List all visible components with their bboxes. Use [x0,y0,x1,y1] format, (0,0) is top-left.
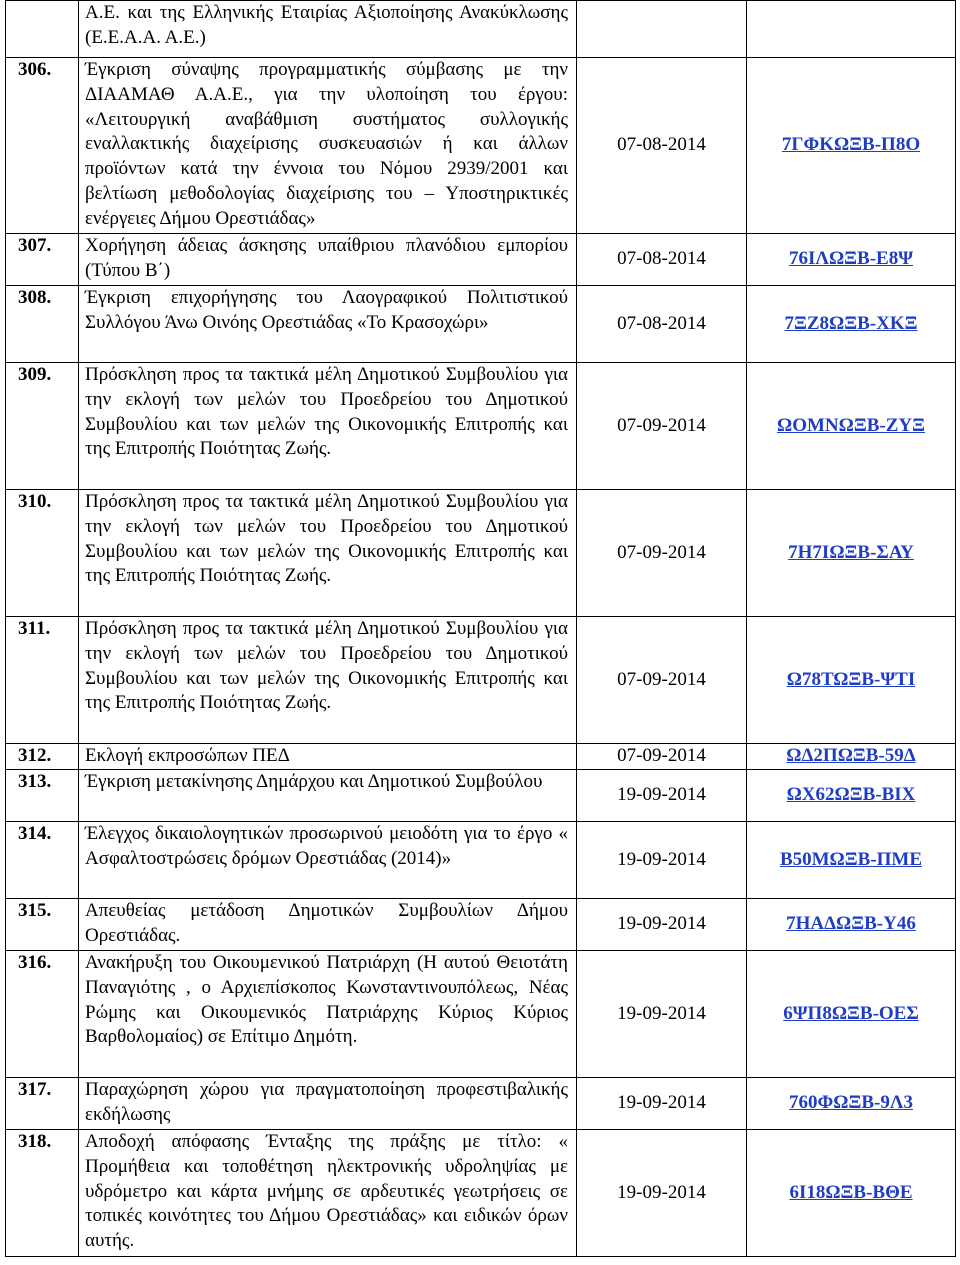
decision-ada-cell [747,234,956,286]
decision-date: 07-08-2014 [577,58,747,234]
decision-date: 19-09-2014 [577,1130,747,1257]
decision-number: 308. [6,286,79,363]
decision-number: 314. [6,822,79,899]
decision-ada-cell [747,822,956,899]
decision-ada-cell [747,490,956,617]
table-row [6,951,956,1078]
decision-subject: Α.Ε. και της Ελληνικής Εταιρίας Αξιοποίησης Ανακύκλωσης (Ε.Ε.Α.Α. Α.Ε.) [79,1,577,58]
decisions-table-body [6,1,956,1257]
table-row [6,234,956,286]
decision-number: 318. [6,1130,79,1257]
decision-ada-cell [747,58,956,234]
decision-ada-cell [747,1,956,58]
ada-link[interactable]: ΩΧ62ΩΞΒ-ΒΙΧ [786,784,916,806]
decision-date: 07-09-2014 [577,363,747,490]
ada-link[interactable]: 76ΙΛΩΞΒ-Ε8Ψ [788,248,914,270]
table-row [6,899,956,951]
decision-subject: Πρόσκληση προς τα τακτικά μέλη Δημοτικού Συμβουλίου για την εκλογή των μελών του Προεδρείου του Δημοτικού Συμβουλίου και των μελών της Οικονομικής Επιτροπής και της Επιτροπής Ποιότητας Ζωής. [79,363,577,490]
decision-date: 07-09-2014 [577,617,747,744]
decision-number: 306. [6,58,79,234]
ada-link[interactable]: 7ΗΑΔΩΞΒ-Υ46 [786,913,916,935]
table-row [6,822,956,899]
decision-subject: Χορήγηση άδειας άσκησης υπαίθριου πλανόδιου εμπορίου (Τύπου Β΄) [79,234,577,286]
decision-date: 19-09-2014 [577,1078,747,1130]
ada-link[interactable]: 7ΞΖ8ΩΞΒ-ΧΚΞ [784,312,918,334]
decision-ada-cell [747,286,956,363]
ada-link[interactable]: 7Η7ΙΩΞΒ-ΣΑΥ [788,541,914,563]
ada-link[interactable]: 6ΨΠ8ΩΞΒ-ΟΕΣ [783,1002,919,1024]
decision-subject: Έλεγχος δικαιολογητικών προσωρινού μειοδότη για το έργο « Ασφαλτοστρώσεις δρόμων Ορεστιάδας (2014)» [79,822,577,899]
decision-ada-cell [747,1078,956,1130]
ada-link[interactable]: ΩΟΜΝΩΞΒ-ΖΥΞ [777,414,925,436]
ada-link[interactable]: 760ΦΩΞΒ-9Λ3 [789,1092,913,1114]
decision-number: 315. [6,899,79,951]
table-row [6,744,956,770]
decision-subject: Έγκριση σύναψης προγραμματικής σύμβασης με την ΔΙΑΑΜΑΘ Α.Α.Ε., για την υλοποίηση του έργου: «Λειτουργική αναβάθμιση συστήματος συλλογικής εναλλακτικής διαχείρισης συσκευασιών ή και άλλων προϊόντων κατά την έννοια του Νόμου 2939/2001 και βελτίωση μεθοδολογίας διαχείρισης του – Υποστηρικτικές ενέργειες Δήμου Ορεστιάδας» [79,58,577,234]
decision-subject: Έγκριση μετακίνησης Δημάρχου και Δημοτικού Συμβούλου [79,770,577,822]
decision-subject: Πρόσκληση προς τα τακτικά μέλη Δημοτικού Συμβουλίου για την εκλογή των μελών του Προεδρείου του Δημοτικού Συμβουλίου και των μελών της Οικονομικής Επιτροπής και της Επιτροπής Ποιότητας Ζωής. [79,617,577,744]
decision-date: 07-09-2014 [577,744,747,770]
decision-date: 07-09-2014 [577,490,747,617]
decision-ada-cell [747,1130,956,1257]
decision-subject: Παραχώρηση χώρου για πραγματοποίηση προφεστιβαλικής εκδήλωσης [79,1078,577,1130]
table-row [6,1,956,58]
decision-date: 19-09-2014 [577,822,747,899]
decision-subject: Ανακήρυξη του Οικουμενικού Πατριάρχη (Η αυτού Θειοτάτη Παναγιότης , ο Αρχιεπίσκοπος Κωνσταντινουπόλεως, Νέας Ρώμης και Οικουμενικός Πατριάρχης Κύριος Κύριος Βαρθολομαίος) σε Επίτιμο Δημότη. [79,951,577,1078]
ada-link[interactable]: 6Ι18ΩΞΒ-ΒΘΕ [789,1181,913,1203]
decision-date: 19-09-2014 [577,899,747,951]
ada-link[interactable]: Ω78ΤΩΞΒ-ΨΤΙ [786,668,916,690]
decision-subject: Αποδοχή απόφασης Ένταξης της πράξης με τίτλο: « Προμήθεια και τοποθέτηση ηλεκτρονικής υδροληψίας με υδρόμετρο και κάρτα μνήμης σε αρδευτικές γεωτρήσεις σε τοπικές κοινότητες του Δήμου Ορεστιάδας» και ειδικών όρων αυτής. [79,1130,577,1257]
decision-date [577,1,747,58]
table-row [6,1130,956,1257]
table-row [6,58,956,234]
table-row [6,490,956,617]
decision-number: 313. [6,770,79,822]
decision-number: 309. [6,363,79,490]
decision-ada-cell [747,951,956,1078]
decision-subject: Απευθείας μετάδοση Δημοτικών Συμβουλίων Δήμου Ορεστιάδας. [79,899,577,951]
decision-date: 19-09-2014 [577,951,747,1078]
decision-ada-cell [747,770,956,822]
decision-number: 312. [6,744,79,770]
decision-number: 316. [6,951,79,1078]
table-row [6,286,956,363]
table-row [6,770,956,822]
decision-subject: Εκλογή εκπροσώπων ΠΕΔ [79,744,577,770]
decision-number: 307. [6,234,79,286]
decision-date: 07-08-2014 [577,286,747,363]
decision-ada-cell [747,744,956,770]
decision-number: 310. [6,490,79,617]
decision-number: 311. [6,617,79,744]
table-row [6,617,956,744]
decision-ada-cell [747,617,956,744]
ada-link[interactable]: Β50ΜΩΞΒ-ΠΜΕ [779,848,923,870]
ada-link[interactable]: ΩΔ2ΠΩΞΒ-59Δ [786,745,916,767]
decisions-table [5,0,956,1257]
decision-subject: Έγκριση επιχορήγησης του Λαογραφικού Πολιτιστικού Συλλόγου Άνω Οινόης Ορεστιάδας «Το Κρασοχώρι» [79,286,577,363]
decision-number [6,1,79,58]
table-row [6,363,956,490]
decision-number: 317. [6,1078,79,1130]
ada-link[interactable]: 7ΓΦΚΩΞΒ-Π8Ο [781,134,921,156]
decision-subject: Πρόσκληση προς τα τακτικά μέλη Δημοτικού Συμβουλίου για την εκλογή των μελών του Προεδρείου του Δημοτικού Συμβουλίου και των μελών της Οικονομικής Επιτροπής και της Επιτροπής Ποιότητας Ζωής. [79,490,577,617]
table-row [6,1078,956,1130]
decision-date: 19-09-2014 [577,770,747,822]
decision-ada-cell [747,899,956,951]
decision-date: 07-08-2014 [577,234,747,286]
decision-ada-cell [747,363,956,490]
